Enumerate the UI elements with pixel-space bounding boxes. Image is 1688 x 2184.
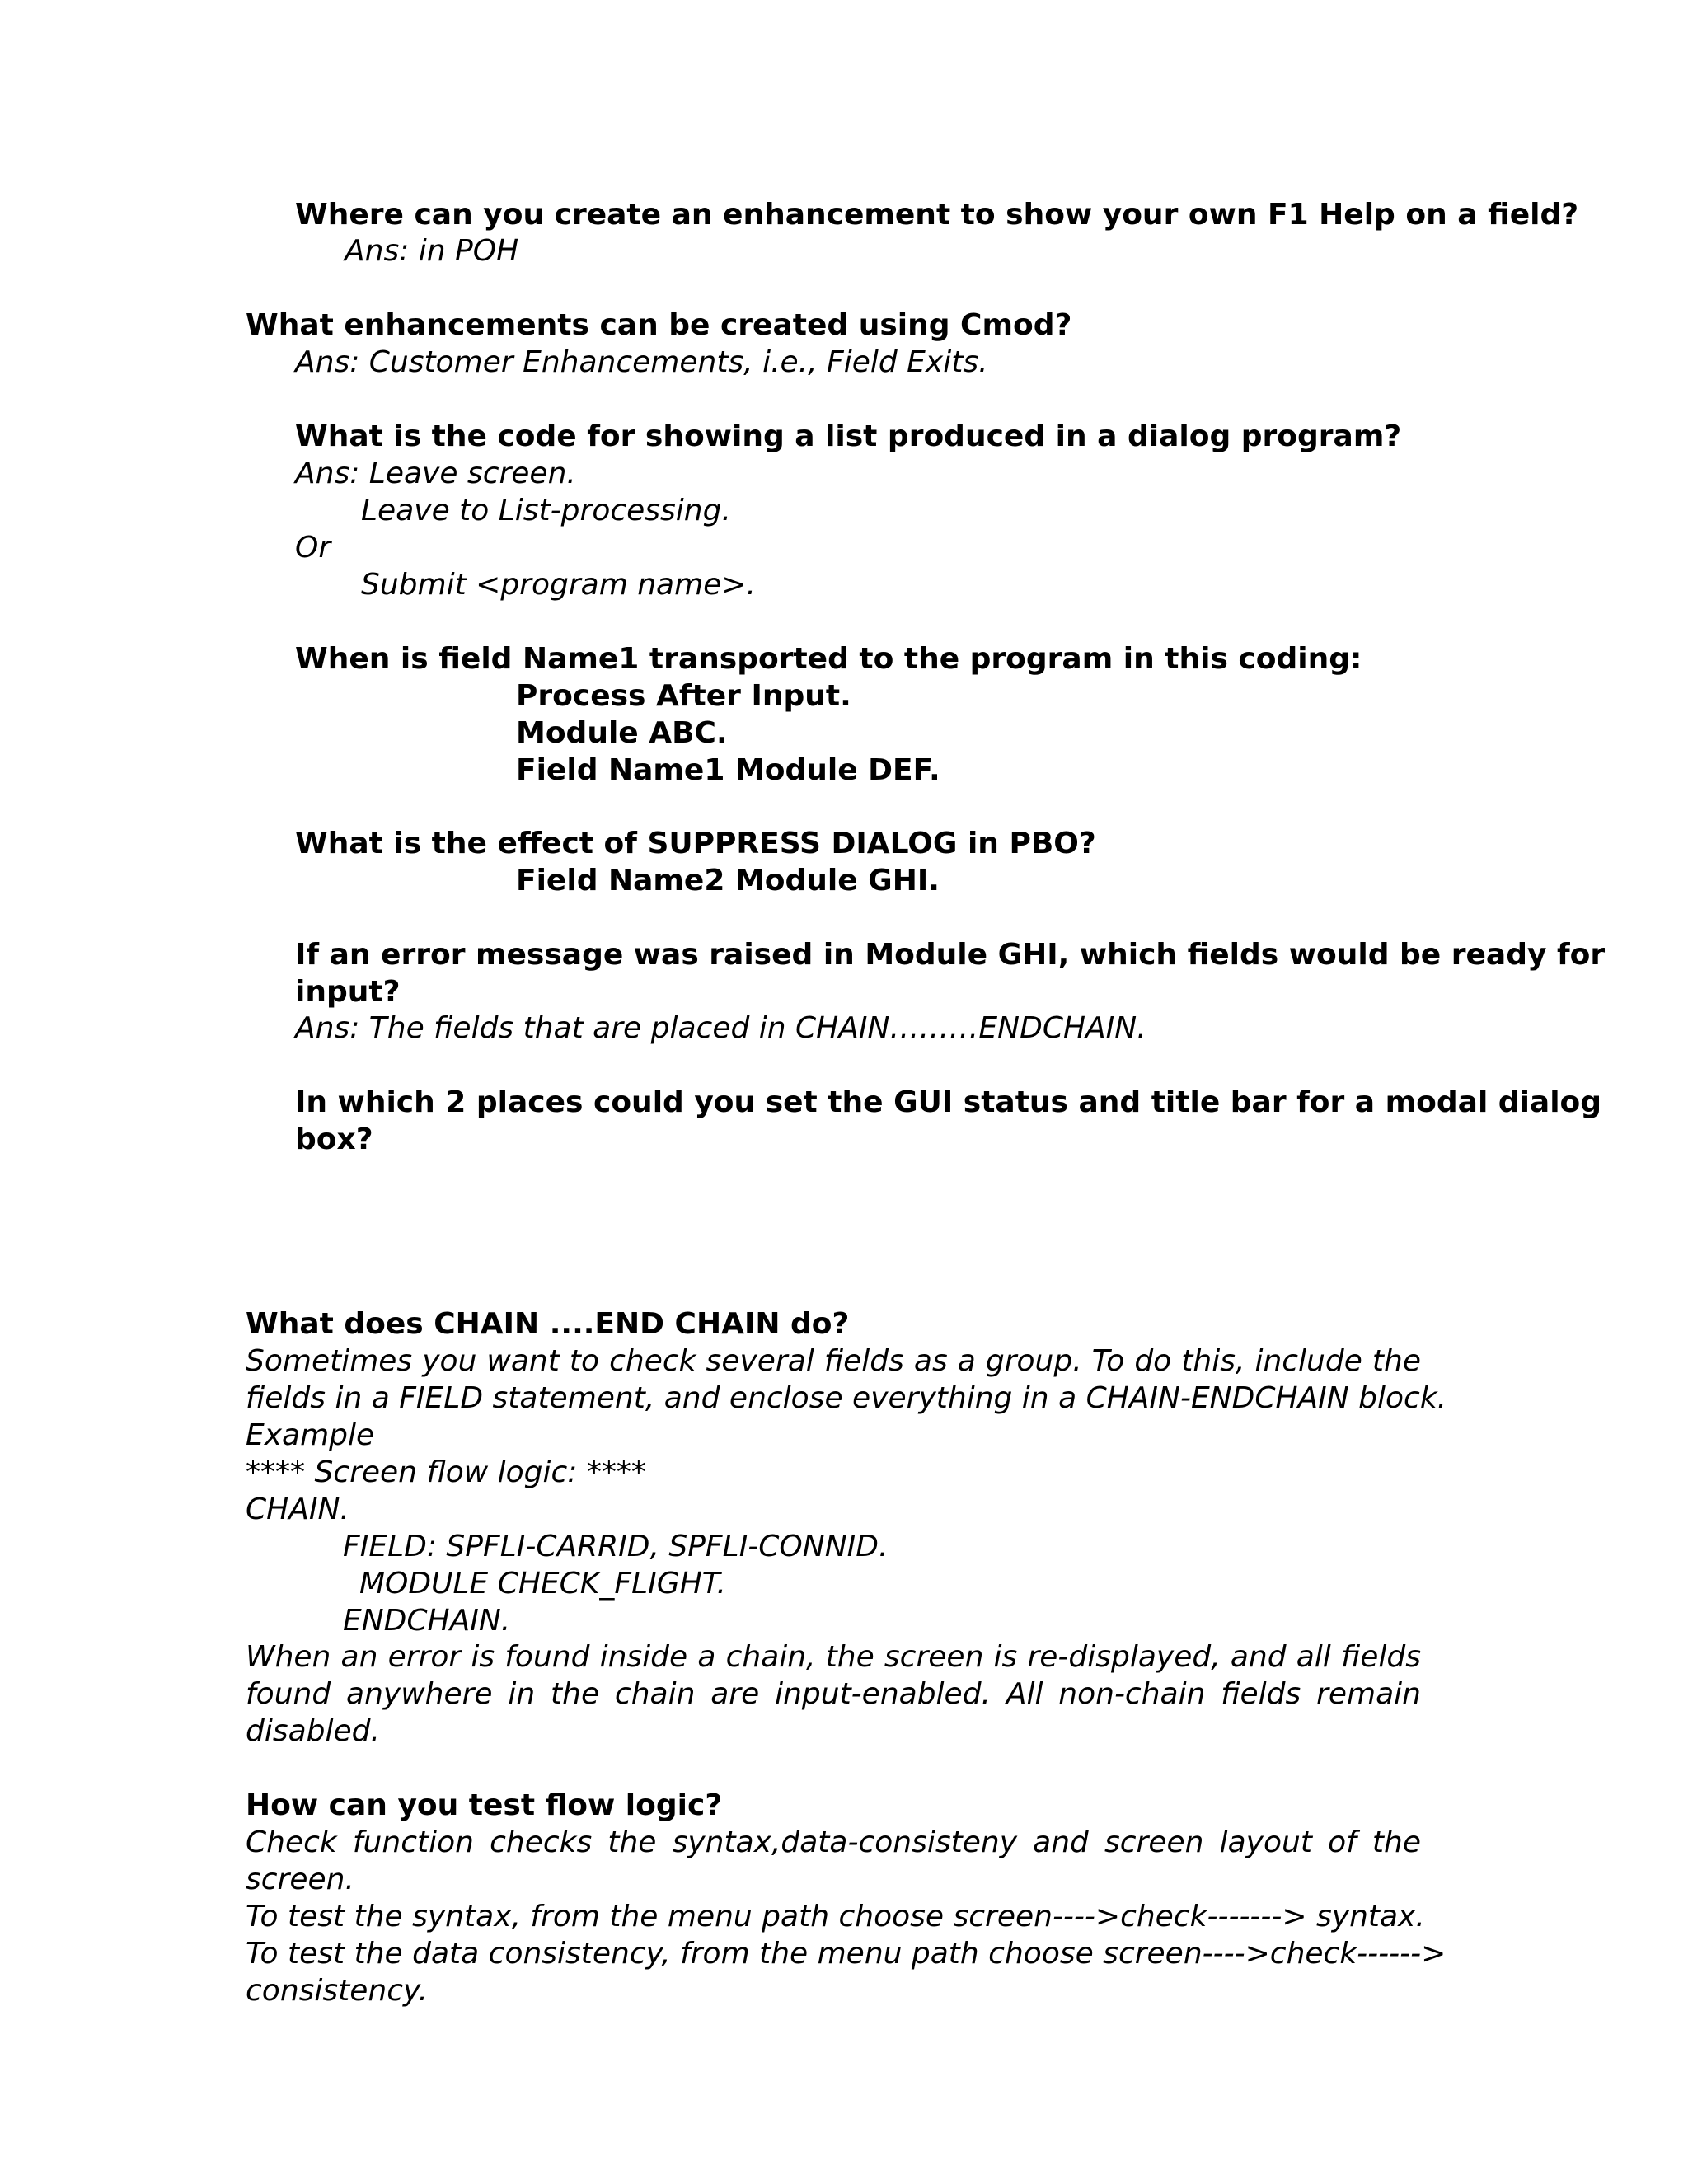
question-name1-transport: When is field Name1 transported to the program in this coding:: [295, 642, 1362, 676]
answer-chain-line-2: fields in a FIELD statement, and enclose everything in a CHAIN-ENDCHAIN block.: [246, 1381, 1447, 1415]
answer-chain-line-9: When an error is found inside a chain, the screen is re-displayed, and all fields: [246, 1640, 1421, 1674]
answer-list-dialog-line-3: Submit <program name>.: [361, 568, 756, 602]
answer-error-ghi: Ans: The fields that are placed in CHAIN………ENDCHAIN.: [295, 1011, 1146, 1045]
answer-list-dialog-line-2: Leave to List-processing.: [361, 494, 731, 527]
question-gui-status-line-1: In which 2 places could you set the GUI status and title bar for a modal dialog: [295, 1085, 1602, 1119]
code-line-module-abc: Module ABC.: [516, 716, 728, 750]
answer-chain-keyword: CHAIN.: [246, 1493, 349, 1526]
answer-chain-example-label: Example: [246, 1418, 375, 1452]
code-line-field-name2: Field Name2 Module GHI.: [516, 864, 940, 898]
question-f1-help: Where can you create an enhancement to show your own F1 Help on a field?: [295, 198, 1579, 232]
question-suppress-dialog: What is the effect of SUPPRESS DIALOG in PBO?: [295, 827, 1096, 860]
answer-test-flow-line-5: consistency.: [246, 1974, 428, 2008]
code-line-field-name1: Field Name1 Module DEF.: [516, 753, 940, 787]
question-gui-status-line-2: box?: [295, 1122, 373, 1156]
question-cmod: What enhancements can be created using Cmod?: [246, 308, 1072, 342]
answer-chain-endchain: ENDCHAIN.: [343, 1604, 511, 1638]
answer-chain-field: FIELD: SPFLI-CARRID, SPFLI-CONNID.: [343, 1530, 889, 1563]
answer-test-flow-line-2: screen.: [246, 1863, 354, 1896]
answer-chain-line-1: Sometimes you want to check several fields as a group. To do this, include the: [246, 1344, 1421, 1378]
answer-list-dialog-line-1: Ans: Leave screen.: [295, 457, 576, 490]
answer-list-dialog-or: Or: [295, 531, 331, 565]
question-error-ghi-line-2: input?: [295, 975, 401, 1009]
question-chain: What does CHAIN ....END CHAIN do?: [246, 1307, 850, 1341]
answer-chain-comment: **** Screen flow logic: ****: [246, 1455, 646, 1489]
code-line-pai: Process After Input.: [516, 679, 851, 713]
answer-test-flow-line-4: To test the data consistency, from the menu path choose screen---->check------>: [246, 1937, 1447, 1971]
question-list-dialog: What is the code for showing a list produced in a dialog program?: [295, 419, 1402, 453]
answer-test-flow-line-3: To test the syntax, from the menu path choose screen---->check-------> syntax.: [246, 1900, 1425, 1933]
answer-chain-line-10: found anywhere in the chain are input-enabled. All non-chain fields remain: [246, 1677, 1421, 1711]
answer-f1-help: Ans: in POH: [345, 234, 519, 268]
answer-chain-line-11: disabled.: [246, 1714, 380, 1748]
answer-test-flow-line-1: Check function checks the syntax,data-consisteny and screen layout of the: [246, 1825, 1421, 1859]
question-error-ghi-line-1: If an error message was raised in Module GHI, which fields would be ready for: [295, 938, 1606, 972]
answer-cmod: Ans: Customer Enhancements, i.e., Field Exits.: [295, 345, 988, 379]
question-test-flow-logic: How can you test flow logic?: [246, 1788, 723, 1822]
answer-chain-module: MODULE CHECK_FLIGHT.: [359, 1567, 726, 1601]
